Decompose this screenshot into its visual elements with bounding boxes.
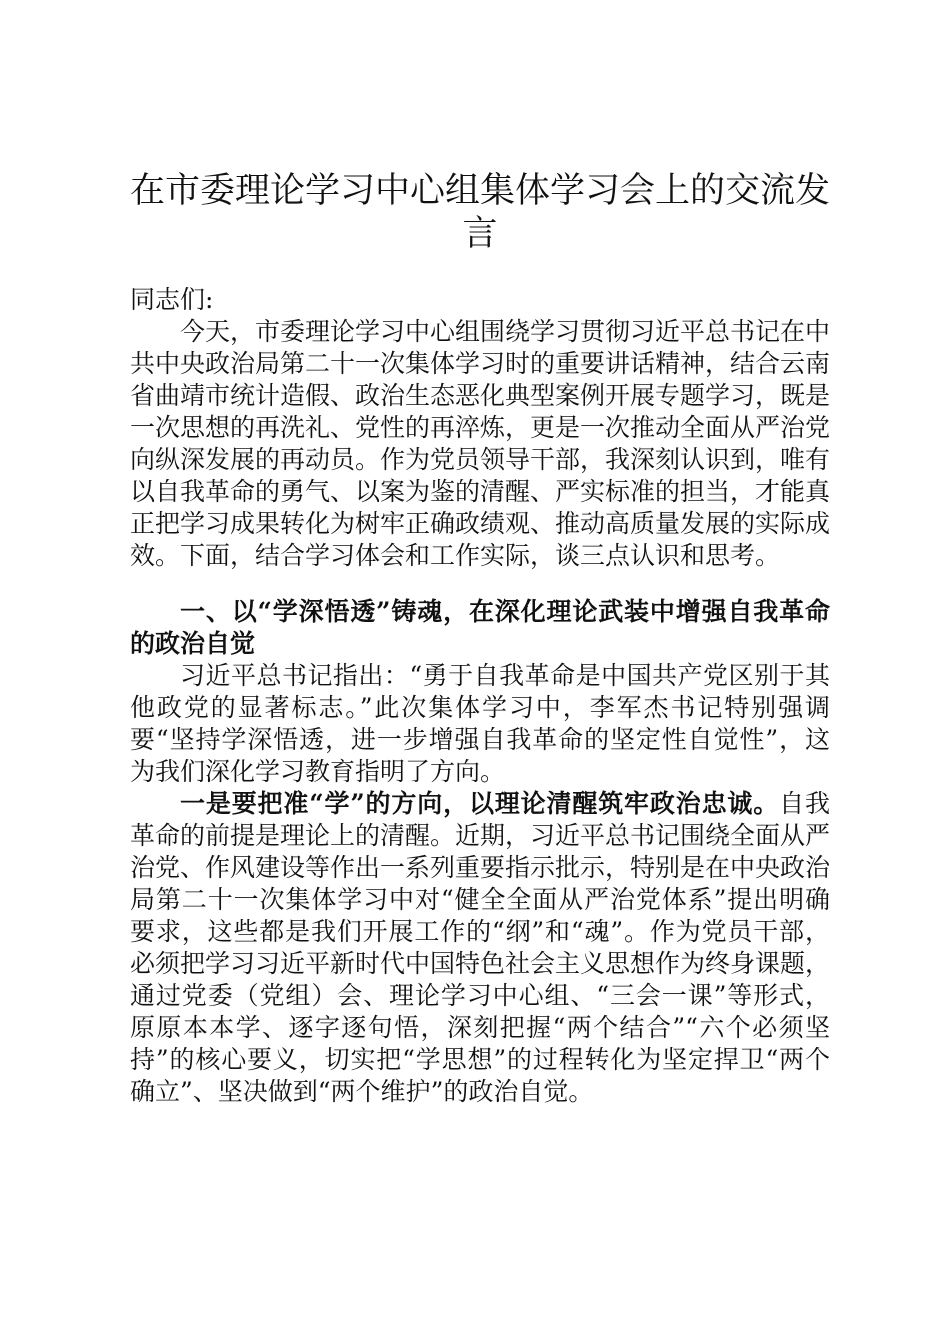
document-body [130,170,830,1108]
intro-paragraph: 今天，市委理论学习中心组围绕学习贯彻习近平总书记在中共中央政治局第二十一次集体学习时的重要讲话精神，结合云南省曲靖市统计造假、政治生态恶化典型案例开展专题学习，既是一次思想的再洗礼、党性的再淬炼，更是一次推动全面从严治党向纵深发展的再动员。作为党员领导干部，我深刻认识到，唯有以自我革命的勇气、以案为鉴的清醒、严实标准的担当，才能真正把学习成果转化为树牢正确政绩观、推动高质量发展的实际成效。下面，结合学习体会和工作实际，谈三点认识和思考。 [130,317,831,570]
point-paragraph [130,788,830,1108]
salutation: 同志们: [130,285,214,314]
section-heading: 一、以“学深悟透”铸魂，在深化理论武装中增强自我革命的政治自觉 [130,597,830,658]
point-lead-text: 一是要把准“学”的方向，以理论清醒筑牢政治忠诚。 [180,789,780,818]
document-title: 在市委理论学习中心组集体学习会上的交流发言 [130,171,831,254]
section-paragraph: 习近平总书记指出：“勇于自我革命是中国共产党区别于其他政党的显著标志。”此次集体学习中，李军杰书记特别强调要“坚持学深悟透，进一步增强自我革命的坚定性自觉性”，这为我们深化学习教育指明了方向。 [130,661,830,786]
point-body-text: 自我革命的前提是理论上的清醒。近期，习近平总书记围绕全面从严治党、作风建设等作出一系列重要指示批示，特别是在中央政治局第二十一次集体学习中对“健全全面从严治党体系”提出明确要求，这些都是我们开展工作的“纲”和“魂”。作为党员干部，必须把学习习近平新时代中国特色社会主义思想作为终身课题，通过党委（党组）会、理论学习中心组、“三会一课”等形式，原原本本学、逐字逐句悟，深刻把握“两个结合”“六个必须坚持”的核心要义，切实把“学思想”的过程转化为坚定捍卫“两个确立”、坚决做到“两个维护”的政治自觉。 [130,789,831,1106]
